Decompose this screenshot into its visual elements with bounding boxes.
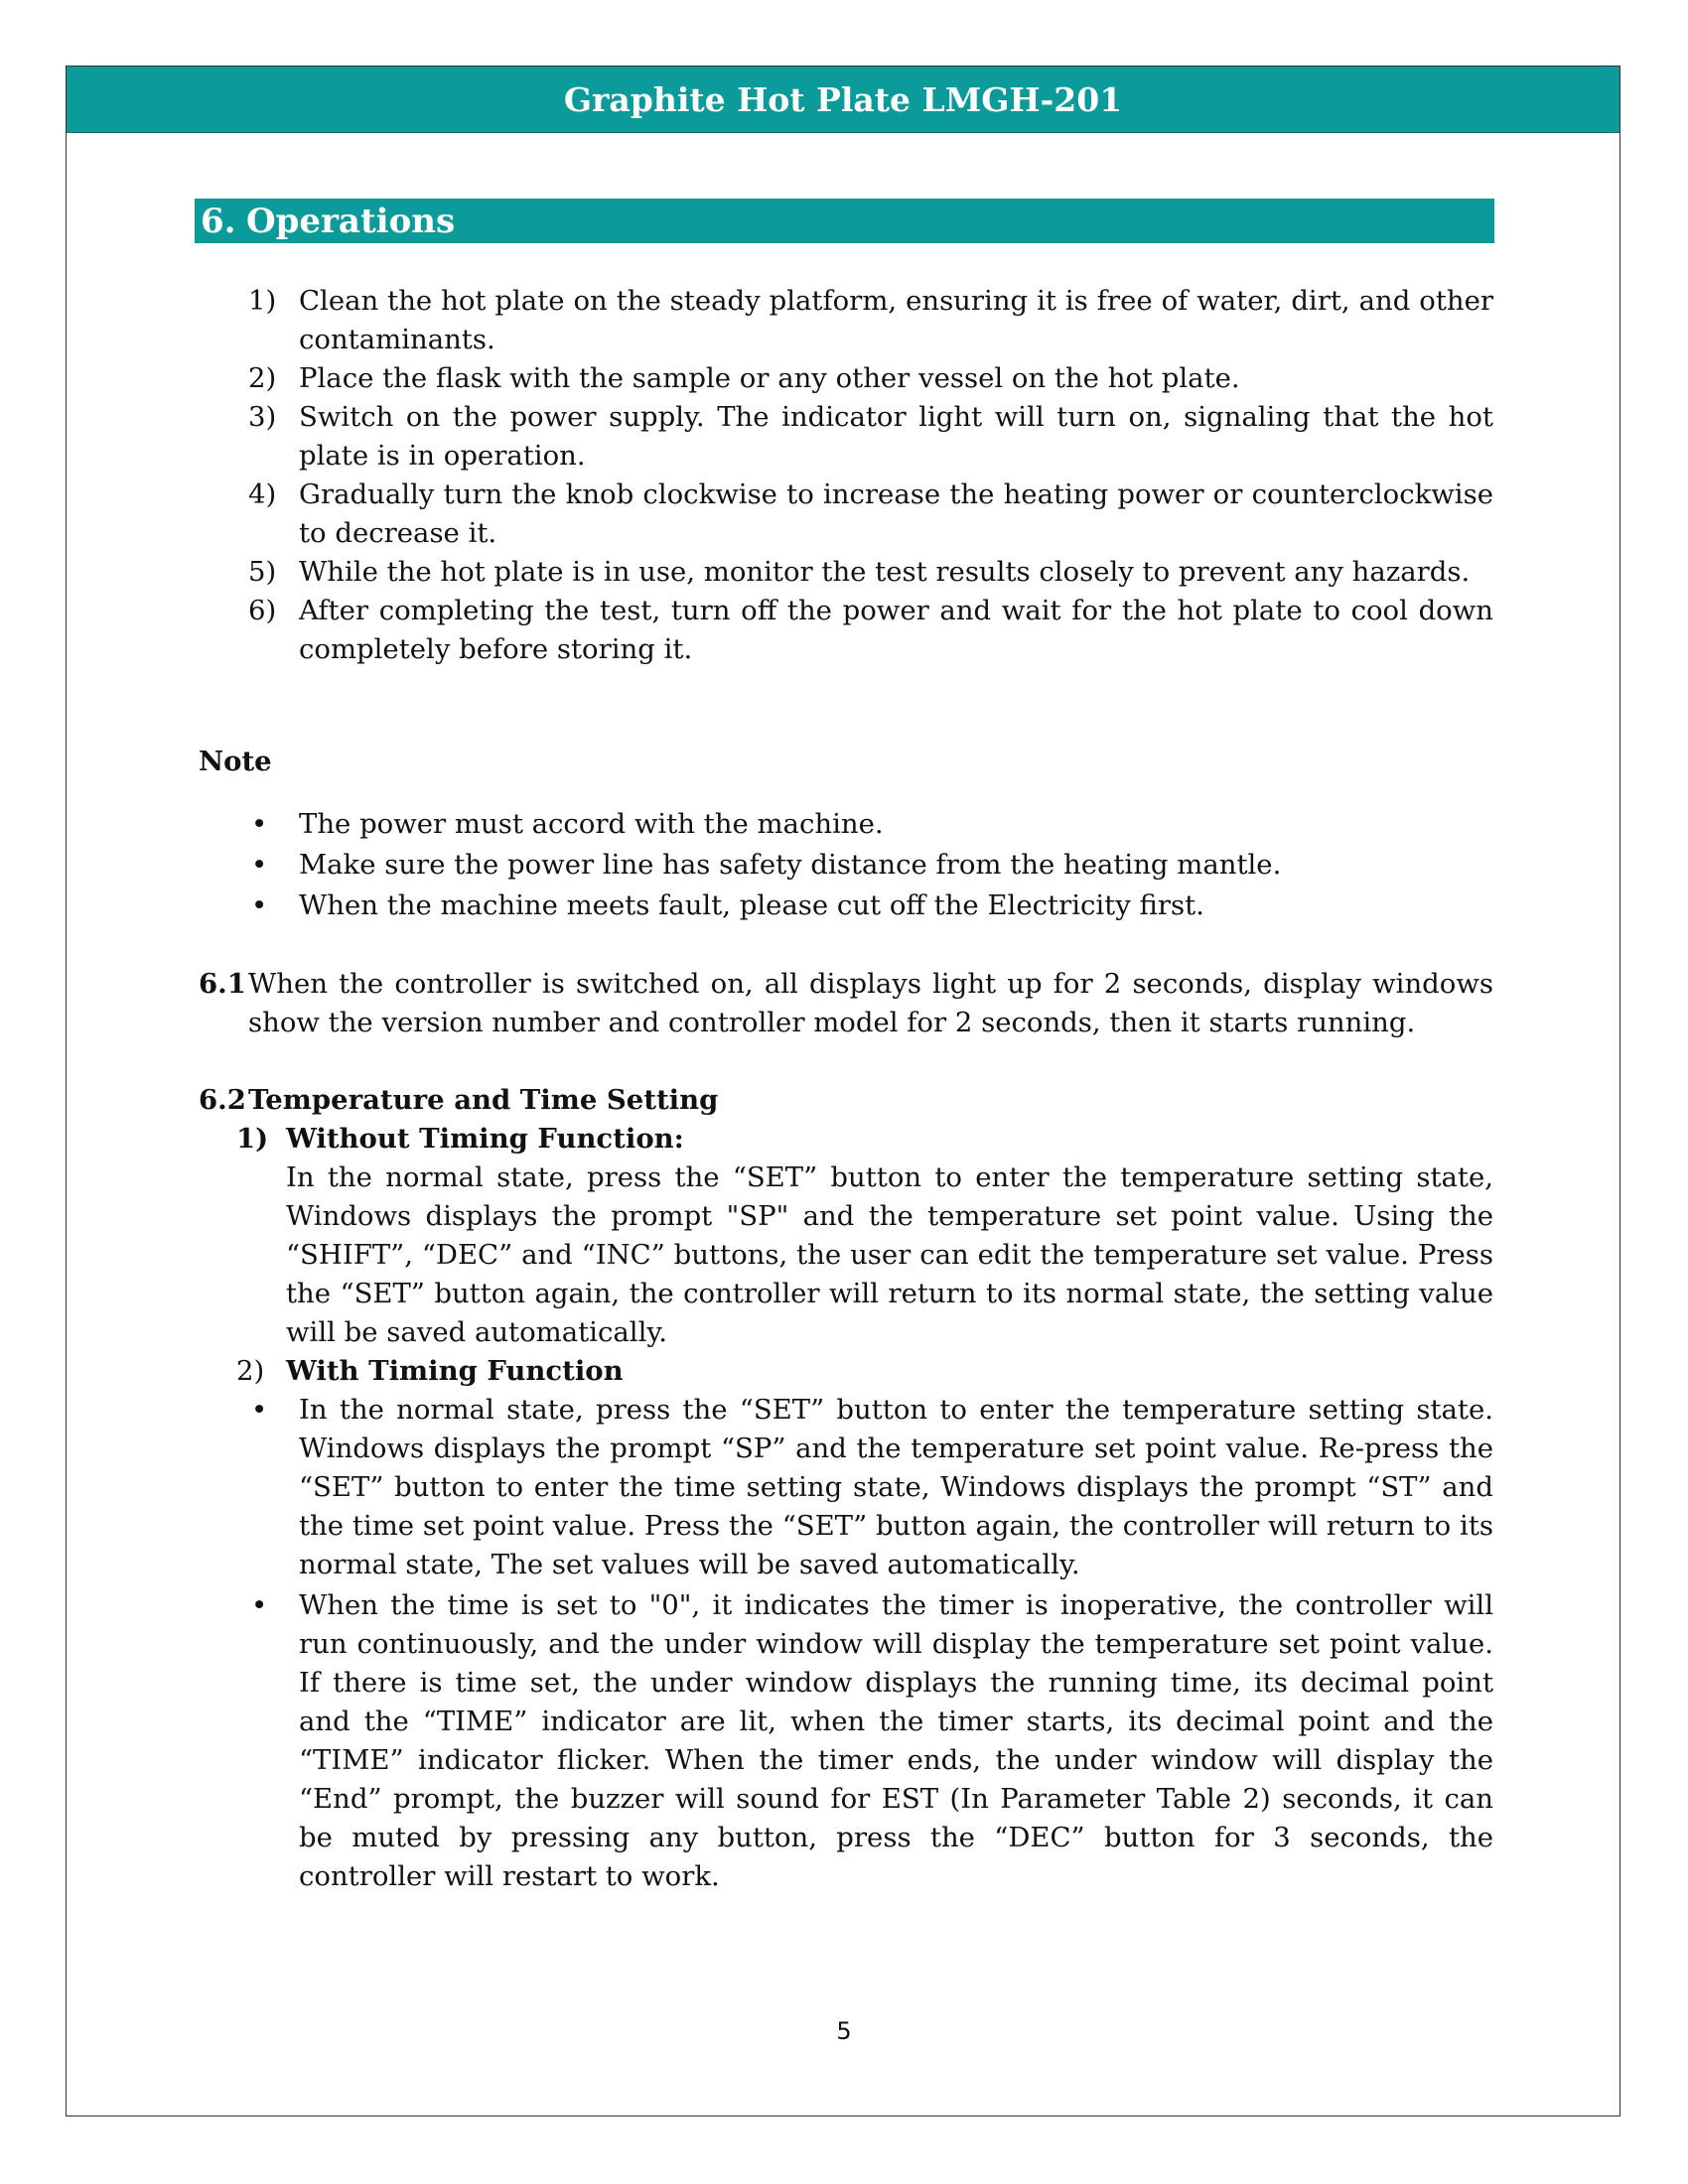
bullet-icon: •: [251, 808, 268, 840]
page-number: 5: [836, 2017, 852, 2045]
timing-bullet-list: [199, 1391, 1493, 1896]
list-item-text: In the normal state, press the “SET” button to enter the temperature setting state. Windows displays the prompt “SP” and the temperature set point value. Re-press the “SET” button to enter the time setting state, Windows displays the prompt “ST” and the time set point value. Press the “SET” button again, the controller will return to its normal state, The set values will be saved automatically.: [299, 1394, 1493, 1580]
page-content: [199, 282, 1493, 1898]
paragraph-text: When the controller is switched on, all displays light up for 2 seconds, display windows show the version number and controller model for 2 seconds, then it starts running.: [248, 968, 1493, 1038]
subitem-heading: [199, 1120, 1493, 1159]
bullet-icon: •: [251, 1394, 268, 1426]
document-header: [67, 67, 1619, 133]
list-item-text: Place the flask with the sample or any other vessel on the hot plate.: [299, 362, 1240, 394]
list-item: [199, 1586, 1493, 1896]
bullet-icon: •: [251, 889, 268, 921]
note-list: [199, 805, 1493, 925]
subsection-title: Temperature and Time Setting: [248, 1084, 719, 1116]
note-heading: Note: [199, 746, 272, 777]
list-item: [199, 1391, 1493, 1584]
list-item: [199, 592, 1493, 669]
list-item-text: Make sure the power line has safety distance from the heating mantle.: [299, 849, 1282, 881]
list-marker: 5): [248, 556, 277, 588]
list-item-text: Switch on the power supply. The indicator light will turn on, signaling that the hot plate is in operation.: [299, 401, 1493, 472]
subsection-number: 6.2: [199, 1084, 246, 1116]
subitem-title: Without Timing Function:: [286, 1123, 684, 1155]
bullet-icon: •: [251, 849, 268, 881]
list-marker: 3): [248, 401, 277, 433]
list-item-text: While the hot plate is in use, monitor the test results closely to prevent any hazards.: [299, 556, 1471, 588]
list-item: [199, 476, 1493, 553]
list-marker: 1): [236, 1123, 269, 1155]
list-item: [199, 805, 1493, 844]
list-item: [199, 887, 1493, 925]
list-item-text: Clean the hot plate on the steady platform, ensuring it is free of water, dirt, and other contaminants.: [299, 285, 1493, 355]
list-marker: 2): [248, 362, 277, 394]
list-item: [199, 359, 1493, 398]
subsection-number: 6.1: [199, 968, 246, 1000]
list-item-text: The power must accord with the machine.: [299, 808, 884, 840]
list-item: [199, 398, 1493, 476]
list-item-text: Gradually turn the knob clockwise to increase the heating power or counterclockwise to decrease it.: [299, 478, 1493, 549]
list-item: [199, 282, 1493, 359]
list-marker: 4): [248, 478, 277, 510]
list-marker: 1): [248, 285, 277, 317]
list-item-text: When the machine meets fault, please cut off the Electricity first.: [299, 889, 1204, 921]
subitem-title: With Timing Function: [286, 1355, 624, 1387]
section-6-2-heading: [199, 1081, 1493, 1120]
list-marker: 6): [248, 595, 277, 626]
list-item: [199, 846, 1493, 885]
section-number: 6.: [201, 201, 236, 241]
section-heading: [195, 199, 1494, 243]
list-item-text: When the time is set to "0", it indicates the timer is inoperative, the controller will run continuously, and the under window will display the temperature set point value. If there is time set, the under window displays the running time, its decimal point and the “TIME” indicator are lit, when the timer starts, its decimal point and the “TIME” indicator flicker. When the timer ends, the under window will display the “End” prompt, the buzzer will sound for EST (In Parameter Table 2) seconds, it can be muted by pressing any button, press the “DEC” button for 3 seconds, the controller will restart to work.: [299, 1589, 1493, 1892]
document-title: Graphite Hot Plate LMGH-201: [563, 79, 1123, 119]
subitem-heading: [199, 1352, 1493, 1391]
list-marker: 2): [236, 1355, 265, 1387]
section-title: Operations: [246, 201, 456, 241]
operations-list: [199, 282, 1493, 669]
list-item-text: After completing the test, turn off the power and wait for the hot plate to cool down completely before storing it.: [299, 595, 1493, 665]
paragraph-text: In the normal state, press the “SET” button to enter the temperature setting state, Windows displays the prompt "SP" and the temperature set point value. Using the “SHIFT”, “DEC” and “INC” buttons, the user can edit the temperature set value. Press the “SET” button again, the controller will return to its normal state, the setting value will be saved automatically.: [286, 1161, 1493, 1348]
bullet-icon: •: [251, 1589, 268, 1621]
section-6-1: [199, 965, 1493, 1042]
list-item: [199, 553, 1493, 592]
